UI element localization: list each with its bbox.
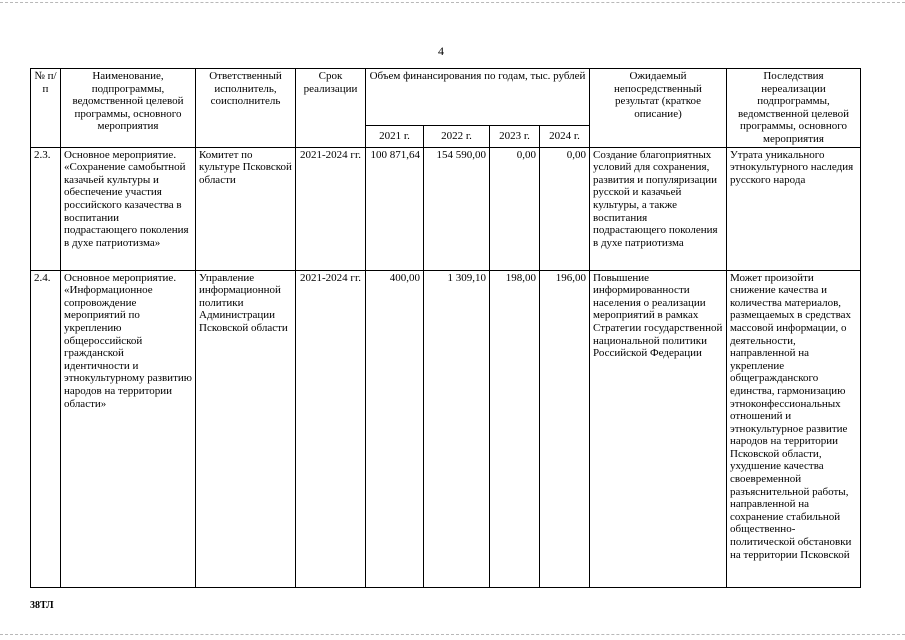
program-table [30, 68, 861, 588]
row-funding-2024: 196,00 [540, 270, 590, 587]
row-term: 2021-2024 гг. [296, 270, 366, 587]
row-consequences: Может произойти снижение качества и количества материалов, размещаемых в средствах массовой информации, о деятельности, направленной на укрепление общегражданского единства, гармонизацию этноконфессиональных отношений и этнокультурное развитие народов на территории Псковской области, ухудшение качества своевременной разъяснительной работы, направленной на сохранение стабильной общественно-политической обстановки на территории Псковской [727, 270, 861, 587]
header-funding-group: Объем финансирования по годам, тыс. рублей [366, 69, 590, 126]
header-year-2022: 2022 г. [424, 125, 490, 147]
table-row [31, 270, 861, 587]
row-funding-2023: 0,00 [490, 147, 540, 270]
row-num: 2.3. [31, 147, 61, 270]
table-header-row [31, 69, 861, 126]
header-responsible: Ответственный исполнитель, соисполнитель [196, 69, 296, 148]
row-result: Создание благоприятных условий для сохранения, развития и популяризации русской и казачьей культуры, а также воспитания подрастающего поколения в духе патриотизма [590, 147, 727, 270]
header-year-2023: 2023 г. [490, 125, 540, 147]
row-name: Основное мероприятие. «Сохранение самобытной казачьей культуры и обеспечение участия российского казачества в воспитании подрастающего поколения в духе патриотизма» [61, 147, 196, 270]
row-funding-2024: 0,00 [540, 147, 590, 270]
table-row [31, 147, 861, 270]
header-year-2021: 2021 г. [366, 125, 424, 147]
header-year-2024: 2024 г. [540, 125, 590, 147]
row-consequences: Утрата уникального этнокультурного наследия русского народа [727, 147, 861, 270]
row-result: Повышение информированности населения о реализации мероприятий в рамках Стратегии государственной национальной политики Российской Федерации [590, 270, 727, 587]
row-funding-2023: 198,00 [490, 270, 540, 587]
header-num: № п/п [31, 69, 61, 148]
scan-edge-top [0, 2, 905, 3]
scan-edge-bottom [0, 634, 905, 635]
row-funding-2022: 154 590,00 [424, 147, 490, 270]
document-code: 38ТЛ [30, 600, 54, 611]
row-responsible: Управление информационной политики Администрации Псковской области [196, 270, 296, 587]
row-funding-2021: 400,00 [366, 270, 424, 587]
page-number: 4 [438, 44, 444, 58]
row-term: 2021-2024 гг. [296, 147, 366, 270]
header-result: Ожидаемый непосредственный результат (краткое описание) [590, 69, 727, 148]
row-name: Основное мероприятие. «Информационное сопровождение мероприятий по укреплению общероссийской гражданской идентичности и этнокультурному развитию народов на территории области» [61, 270, 196, 587]
header-name: Наименование, подпрограммы, ведомственной целевой программы, основного мероприятия [61, 69, 196, 148]
row-funding-2021: 100 871,64 [366, 147, 424, 270]
row-responsible: Комитет по культуре Псковской области [196, 147, 296, 270]
row-funding-2022: 1 309,10 [424, 270, 490, 587]
header-term: Срок реализации [296, 69, 366, 148]
header-consequences: Последствия нереализации подпрограммы, ведомственной целевой программы, основного мероприятия [727, 69, 861, 148]
row-num: 2.4. [31, 270, 61, 587]
